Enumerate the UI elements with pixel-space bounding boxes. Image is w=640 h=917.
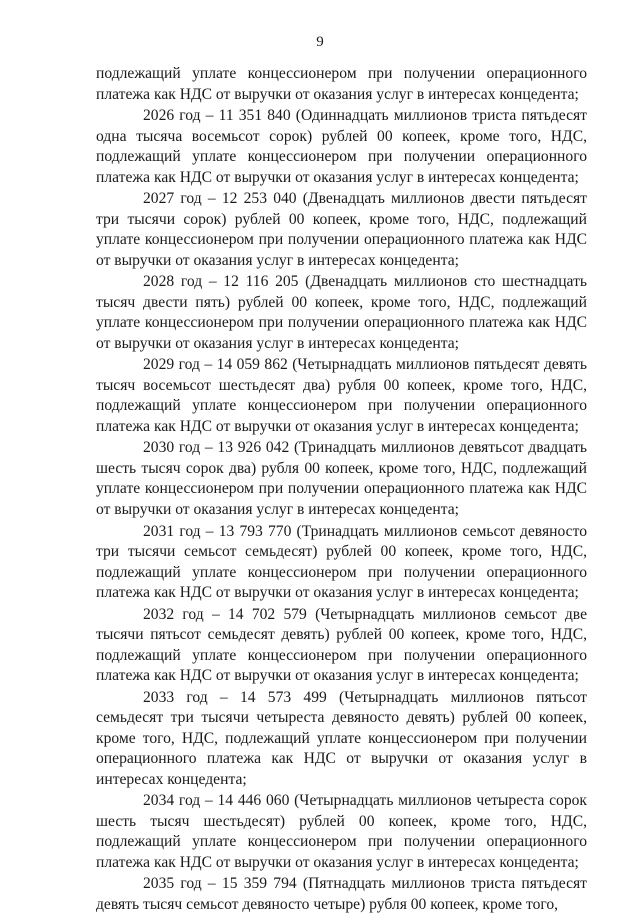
page-number: 9 (316, 34, 324, 50)
paragraph-2028: 2028 год – 12 116 205 (Двенадцать миллионов сто шестнадцать тысяч двести пять) рублей 00 копеек, кроме того, НДС, подлежащий уплате концессионером при получении операционного платежа как НДС от выручки от оказания услуг в интересах концедента; (96, 273, 587, 352)
paragraph-2035: 2035 год – 15 359 794 (Пятнадцать миллионов триста пятьдесят девять тысяч семьсот девяносто четыре) рубля 00 копеек, кроме того, (96, 875, 587, 913)
paragraph-2026: 2026 год – 11 351 840 (Одиннадцать миллионов триста пятьдесят одна тысяча восемьсот сорок) рублей 00 копеек, кроме того, НДС, подлежащий уплате концессионером при получении операционного платежа как НДС от выручки от оказания услуг в интересах концедента; (96, 107, 587, 186)
paragraph-2031: 2031 год – 13 793 770 (Тринадцать миллионов семьсот девяносто три тысячи семьсот семьдесят) рублей 00 копеек, кроме того, НДС, подлежащий уплате концессионером при получении операционного платежа как НДС от выручки от оказания услуг в интересах концедента; (96, 522, 587, 602)
paragraph-2030: 2030 год – 13 926 042 (Тринадцать миллионов девятьсот двадцать шесть тысяч сорок два) рубля 00 копеек, кроме того, НДС, подлежащий уплате концессионером при получении операционного платежа как НДС от выручки от оказания услуг в интересах концедента; (96, 439, 587, 518)
document-body (96, 64, 587, 917)
paragraph-2027: 2027 год – 12 253 040 (Двенадцать миллионов двести пятьдесят три тысячи сорок) рублей 00 копеек, кроме того, НДС, подлежащий уплате концессионером при получении операционного платежа как НДС от выручки от оказания услуг в интересах концедента; (96, 190, 587, 269)
paragraph-2033: 2033 год – 14 573 499 (Четырнадцать миллионов пятьсот семьдесят три тысячи четыреста девяносто девять) рублей 00 копеек, кроме того, НДС, подлежащий уплате концессионером при получении операционного платежа как НДС от выручки от оказания услуг в интересах концедента; (96, 688, 587, 788)
paragraph-continuation: подлежащий уплате концессионером при получении операционного платежа как НДС от выручки от оказания услуг в интересах концедента; (96, 65, 587, 103)
paragraph-2029: 2029 год – 14 059 862 (Четырнадцать миллионов пятьдесят девять тысяч восемьсот шестьдесят два) рубля 00 копеек, кроме того, НДС, подлежащий уплате концессионером при получении операционного платежа как НДС от выручки от оказания услуг в интересах концедента; (96, 356, 587, 435)
paragraph-2034: 2034 год – 14 446 060 (Четырнадцать миллионов четыреста сорок шесть тысяч шестьдесят) рублей 00 копеек, кроме того, НДС, подлежащий уплате концессионером при получении операционного платежа как НДС от выручки от оказания услуг в интересах концедента; (96, 792, 587, 871)
paragraph-2032: 2032 год – 14 702 579 (Четырнадцать миллионов семьсот две тысячи пятьсот семьдесят девять) рублей 00 копеек, кроме того, НДС, подлежащий уплате концессионером при получении операционного платежа как НДС от выручки от оказания услуг в интересах концедента; (96, 605, 587, 685)
